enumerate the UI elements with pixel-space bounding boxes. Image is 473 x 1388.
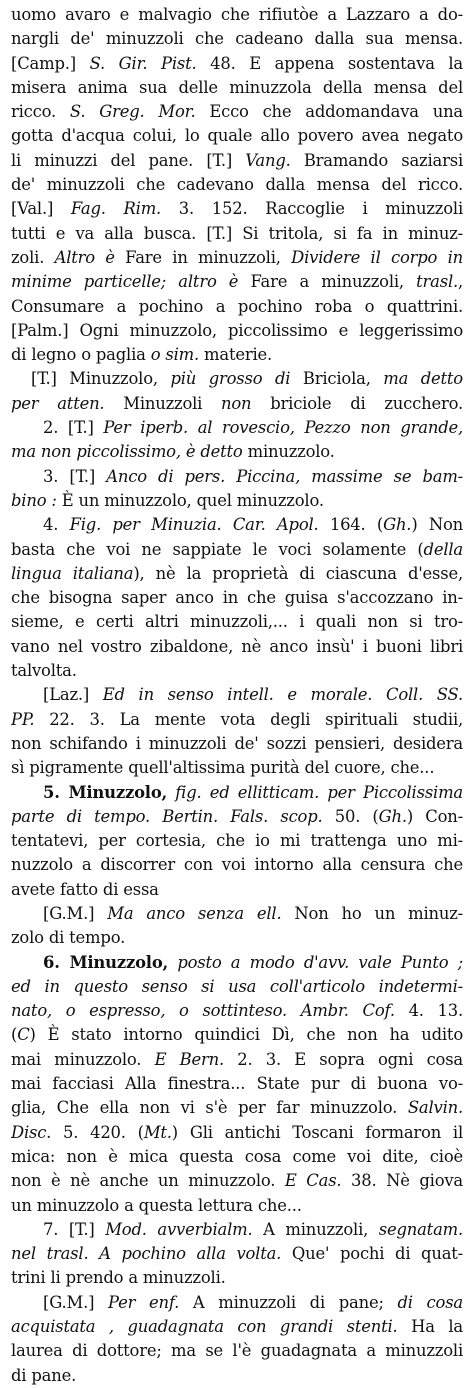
text-segment: S. Gir. Pist. — [89, 53, 197, 73]
text-segment: 4. 13. — [394, 1001, 463, 1021]
text-line — [11, 3, 463, 27]
text-segment: , — [458, 272, 463, 292]
text-line — [11, 124, 463, 148]
text-segment: vano nel vostro zibaldone, nè anco insù' i buoni libri — [11, 636, 463, 656]
text-segment: tutti e va alla busca. [T.] Si tritola, si fa in minuz- — [11, 223, 463, 243]
text-segment: bino : — [11, 490, 57, 510]
text-segment: lingua italiana — [11, 563, 134, 583]
text-segment: 4. — [43, 515, 70, 535]
text-segment: materie. — [199, 345, 273, 365]
text-line — [11, 1364, 463, 1388]
text-line — [11, 683, 463, 707]
text-segment: 5. Minuzzolo, — [43, 782, 168, 802]
text-segment: Gh. — [383, 515, 412, 535]
text-segment: uomo avaro e malvagio che rifiutòe a Lazzaro a do- — [11, 5, 463, 24]
text-line — [11, 610, 463, 634]
text-segment: Briciola, — [290, 369, 384, 389]
text-segment: Pezzo non grande, — [294, 418, 463, 438]
text-segment: PP. — [11, 709, 35, 729]
text-segment: 50. ( — [322, 806, 379, 826]
text-segment: Gh. — [378, 806, 407, 826]
text-segment: [G.M.] — [43, 903, 108, 923]
text-segment: segnatam. — [378, 1219, 463, 1239]
text-line — [11, 805, 463, 829]
text-segment: che bisogna saper anco in che guisa s'accozzano in- — [11, 588, 463, 608]
text-line — [11, 27, 463, 51]
text-line — [11, 197, 463, 221]
text-segment: glia, Che ella non vi s'è per far minuzzolo. — [11, 1098, 408, 1118]
text-line — [11, 1339, 463, 1363]
text-segment: nargli de' minuzzoli che cadeano dalla sua mensa. — [11, 29, 463, 49]
text-line — [11, 538, 463, 562]
text-line — [11, 829, 463, 853]
text-segment: ), nè la proprietà di ciascuna d'esse, — [133, 563, 463, 583]
text-line — [11, 367, 463, 391]
text-segment: Per enf. — [108, 1292, 180, 1312]
text-segment: ma detto — [383, 369, 463, 389]
text-segment: acquistata , guadagnata con grandi stenti. — [11, 1317, 398, 1337]
text-segment: 2. 3. E sopra ogni cosa — [223, 1049, 463, 1069]
text-segment: di pane. — [11, 1365, 77, 1385]
text-segment: 2. [T.] — [43, 418, 104, 438]
text-line — [11, 1096, 463, 1120]
text-line — [11, 1048, 463, 1072]
text-segment: trasl. — [416, 272, 458, 292]
text-line — [11, 708, 463, 732]
text-segment: 48. E appena sostentava la — [196, 53, 463, 73]
text-line — [11, 853, 463, 877]
text-line — [11, 173, 463, 197]
text-segment: Ed in senso intell. e morale. Coll. SS. — [102, 685, 463, 705]
text-line — [11, 1315, 463, 1339]
text-segment: sieme, e certi altri minuzzoli,... i quali non si tro- — [11, 612, 463, 632]
text-line — [11, 295, 463, 319]
text-segment: Que' pochi di quat- — [281, 1244, 463, 1264]
text-line — [11, 562, 463, 586]
text-line — [11, 52, 463, 76]
text-segment: ) È stato intorno quindici Dì, che non ha udito — [29, 1025, 463, 1045]
text-segment: ) Con- — [406, 806, 463, 826]
text-line — [11, 1023, 463, 1047]
text-line — [11, 1121, 463, 1145]
text-segment: mai minuzzolo. — [11, 1049, 155, 1069]
text-segment: Ha la — [397, 1317, 463, 1337]
text-segment: trini li prendo a minuzzoli. — [11, 1268, 226, 1288]
text-segment: non è nè anche un minuzzolo. — [11, 1171, 285, 1191]
text-line — [11, 756, 463, 780]
text-segment: [T.] Minuzzolo, — [31, 369, 171, 389]
text-line — [11, 246, 463, 270]
text-segment: Mod. avverbialm. — [105, 1219, 253, 1239]
text-segment: Fig. per Minuzia. Car. Apol. — [69, 515, 319, 535]
text-line — [11, 270, 463, 294]
text-segment: C — [17, 1025, 30, 1045]
text-line — [11, 999, 463, 1023]
text-segment: o sim. — [150, 345, 200, 365]
text-line — [11, 489, 463, 513]
text-segment: della — [423, 539, 463, 559]
text-segment: basta che voi ne sappiate le voci solamente ( — [11, 539, 424, 559]
text-segment: A minuzzoli di pane; — [179, 1292, 398, 1312]
text-segment: più grosso di — [170, 369, 291, 389]
text-segment: nato, o espresso, o sottinteso. Ambr. Cof. — [11, 1001, 395, 1021]
text-segment: nuzzolo a discorrer con voi intorno alla censura che — [11, 855, 463, 875]
text-segment: Fare a minuzzoli, — [238, 272, 417, 292]
text-segment: È un minuzzolo, quel minuzzolo. — [56, 490, 324, 510]
text-line — [11, 392, 463, 416]
text-segment: Salvin. — [407, 1098, 463, 1118]
text-segment: Mt. — [143, 1122, 172, 1142]
text-segment: posto a modo d'avv. vale Punto ; — [168, 952, 463, 972]
text-segment: A minuzzoli, — [252, 1219, 379, 1239]
text-segment: E Bern. — [154, 1049, 224, 1069]
text-segment: non schifando i minuzzoli de' sozzi pensieri, desidera — [11, 733, 463, 753]
text-segment: Dividere il corpo in — [291, 247, 463, 267]
text-segment: 38. Nè giova — [341, 1171, 463, 1191]
text-segment: minime particelle; altro è — [11, 272, 239, 292]
text-segment: non — [221, 393, 252, 413]
text-segment: Vang. — [245, 150, 291, 170]
text-segment: E Cas. — [284, 1171, 342, 1191]
text-segment: Consumare a pochino a pochino roba o quattrini. — [11, 296, 463, 316]
text-segment: Ma anco senza ell. — [107, 903, 282, 923]
text-segment: 3. 152. Raccoglie i minuzzoli — [161, 199, 463, 219]
text-segment: mai facciasi Alla finestra... State pur di buona vo- — [11, 1074, 463, 1094]
text-segment: 3. [T.] — [43, 466, 107, 486]
text-line — [11, 343, 463, 367]
text-segment: di legno o paglia — [11, 345, 151, 365]
text-segment: 7. [T.] — [43, 1219, 106, 1239]
text-line — [11, 659, 463, 683]
text-segment: zolo di tempo. — [11, 928, 126, 948]
text-line — [11, 1242, 463, 1266]
text-segment: [Camp.] — [11, 53, 90, 73]
text-segment: [Val.] — [11, 199, 71, 219]
text-segment: ma non piccolissimo, è detto — [11, 442, 243, 462]
text-line — [11, 902, 463, 926]
text-segment: Ecco che addomandava una — [195, 102, 463, 122]
text-segment: mica: non è mica questa cosa come voi dite, cioè — [11, 1146, 463, 1166]
text-line — [11, 319, 463, 343]
text-line — [11, 926, 463, 950]
text-line — [11, 975, 463, 999]
text-line — [11, 1266, 463, 1290]
text-line — [11, 1291, 463, 1315]
text-segment: [G.M.] — [43, 1292, 109, 1312]
text-segment: Bramando saziarsi — [290, 150, 463, 170]
text-line — [11, 513, 463, 537]
text-segment: Minuzzoli — [104, 393, 222, 413]
text-segment: parte di tempo. Bertin. Fals. scop. — [11, 806, 323, 826]
text-segment: Altro è — [54, 247, 115, 267]
text-segment: un minuzzolo a questa lettura che... — [11, 1195, 302, 1215]
text-segment: nel trasl. A pochino alla volta. — [11, 1244, 282, 1264]
text-line — [11, 1194, 463, 1218]
text-line — [11, 586, 463, 610]
text-segment: misera anima sua delle minuzzola della mensa del — [11, 77, 463, 97]
text-segment: per atten. — [11, 393, 105, 413]
text-segment: de' minuzzoli che cadevano dalla mensa del ricco. — [11, 175, 463, 195]
text-segment: tentatevi, per cortesia, che io mi trattenga uno mi- — [11, 831, 463, 851]
text-line — [11, 1072, 463, 1096]
text-segment: 6. Minuzzolo, — [43, 952, 169, 972]
text-segment: 5. 420. ( — [51, 1122, 144, 1142]
text-segment: avete fatto di essa — [11, 879, 159, 899]
text-segment: briciole di zucchero. — [251, 393, 463, 413]
text-segment: gotta d'acqua colui, lo quale allo povero avea negato — [11, 126, 463, 146]
text-segment: Non ho un minuz- — [281, 903, 463, 923]
text-line — [11, 1145, 463, 1169]
text-segment: Per iperb. al rovescio, — [103, 418, 295, 438]
text-segment: fig. ed ellitticam. per Piccolissima — [167, 782, 463, 802]
text-segment: ricco. — [11, 102, 70, 122]
text-segment: li minuzzi del pane. [T.] — [11, 150, 246, 170]
text-line — [11, 878, 463, 902]
text-segment: Disc. — [11, 1122, 52, 1142]
text-line — [11, 465, 463, 489]
text-line — [11, 149, 463, 173]
text-segment: zoli. — [11, 247, 55, 267]
text-line — [11, 781, 463, 805]
text-line — [11, 732, 463, 756]
text-segment: talvolta. — [11, 661, 77, 681]
text-segment: ( — [11, 1025, 18, 1045]
text-segment: [Palm.] Ogni minuzzolo, piccolissimo e leggerissimo — [11, 320, 463, 340]
text-segment: Anco di pers. Piccina, massime se bam- — [106, 466, 463, 486]
text-line — [11, 100, 463, 124]
text-segment: laurea di dottore; ma se l'è guadagnata a minuzzoli — [11, 1341, 463, 1361]
text-segment: sì pigramente quell'altissima purità del cuore, che... — [11, 758, 435, 778]
text-segment: [Laz.] — [43, 685, 103, 705]
text-segment: ed in questo senso si usa coll'articolo indetermi- — [11, 976, 463, 996]
text-segment: S. Greg. Mor. — [69, 102, 196, 122]
text-segment: ) Non — [411, 515, 463, 535]
text-segment: di cosa — [397, 1292, 463, 1312]
text-line — [11, 1169, 463, 1193]
text-line — [11, 416, 463, 440]
text-segment: ) Gli antichi Toscani formaron il — [171, 1122, 463, 1142]
text-segment: 164. ( — [318, 515, 384, 535]
text-line — [11, 635, 463, 659]
text-line — [11, 222, 463, 246]
text-segment: 22. 3. La mente vota degli spirituali studii, — [34, 709, 463, 729]
text-segment: minuzzolo. — [242, 442, 335, 462]
text-line — [11, 1218, 463, 1242]
text-segment: Fag. Rim. — [70, 199, 162, 219]
text-line — [11, 76, 463, 100]
text-line — [11, 951, 463, 975]
text-line — [11, 440, 463, 464]
text-segment: Fare in minuzzoli, — [114, 247, 292, 267]
